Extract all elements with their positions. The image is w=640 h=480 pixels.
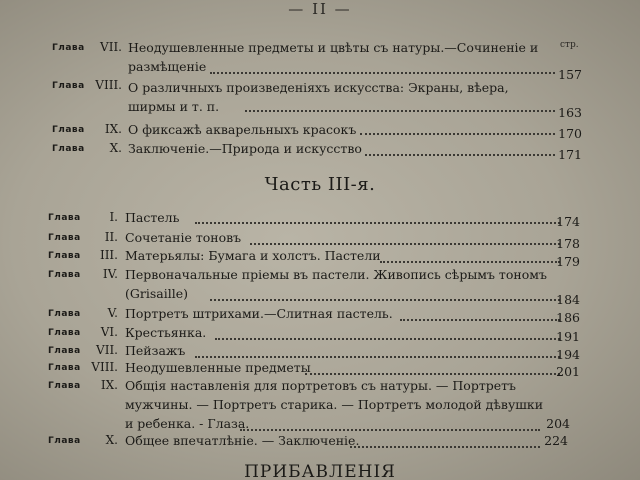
leader-dots bbox=[365, 153, 555, 156]
entry-number: IX. bbox=[100, 378, 118, 392]
entry-page: 174 bbox=[556, 214, 580, 229]
entry-title-line: и ребенка. - Глаза. bbox=[125, 416, 250, 431]
entry-title-line: Пейзажъ bbox=[125, 343, 186, 358]
entry-number: VII. bbox=[100, 40, 122, 54]
page-column-label: стр. bbox=[560, 40, 579, 50]
entry-page: 163 bbox=[558, 105, 582, 120]
leader-dots bbox=[360, 132, 555, 135]
leader-dots bbox=[250, 242, 560, 245]
entry-number: V. bbox=[107, 306, 118, 320]
leader-dots bbox=[350, 445, 540, 448]
entry-page: 170 bbox=[558, 126, 582, 141]
leader-dots bbox=[210, 298, 560, 301]
entry-title-line: Портретъ штрихами.—Слитная пастель. bbox=[125, 306, 393, 321]
entry-page: 194 bbox=[556, 347, 580, 362]
entry-number: X. bbox=[109, 141, 122, 155]
entry-title-line: (Grisaille) bbox=[125, 286, 188, 301]
entry-label: Глава bbox=[48, 270, 81, 280]
leader-dots bbox=[305, 372, 560, 375]
entry-title-line: О фиксажѣ акварельныхъ красокъ bbox=[128, 122, 357, 137]
entry-number: VIII. bbox=[91, 360, 118, 374]
entry-title-line: Заключеніе.—Природа и искусство bbox=[128, 141, 362, 156]
appendix-heading: ПРИБАВЛЕНІЯ bbox=[244, 462, 396, 480]
entry-number: VII. bbox=[96, 343, 118, 357]
entry-page: 178 bbox=[556, 236, 580, 251]
entry-label: Глава bbox=[48, 251, 81, 261]
entry-page: 186 bbox=[556, 310, 580, 325]
entry-title-line: Первоначальные пріемы въ пастели. Живопись сѣрымъ тономъ bbox=[125, 267, 547, 282]
entry-page: 157 bbox=[558, 67, 582, 82]
leader-dots bbox=[380, 260, 560, 263]
entry-page: 171 bbox=[558, 147, 582, 162]
leader-dots bbox=[400, 318, 560, 321]
entry-title-line: О различныхъ произведеніяхъ искусства: Экраны, вѣера, ширмы и т. п. bbox=[128, 80, 509, 114]
entry-title-line: Крестьянка. bbox=[125, 325, 207, 340]
entry-page: 184 bbox=[556, 292, 580, 307]
entry-page: 191 bbox=[556, 329, 580, 344]
leader-dots bbox=[210, 71, 555, 74]
entry-label: Глава bbox=[48, 328, 81, 338]
entry-title-line: Пастель bbox=[125, 210, 180, 225]
entry-title-line: размѣщеніе bbox=[128, 59, 207, 74]
entry-number: II. bbox=[104, 230, 118, 244]
entry-label: Глава bbox=[48, 213, 81, 223]
leader-dots bbox=[195, 221, 560, 224]
page-number-header: — II — bbox=[288, 0, 352, 18]
entry-label: Глава bbox=[48, 363, 81, 373]
entry-label: Глава bbox=[52, 125, 85, 135]
entry-title-line: мужчины. — Портретъ старика. — Портретъ молодой дѣвушки bbox=[125, 397, 544, 412]
entry-title-line: Неодушевленные предметы bbox=[125, 360, 311, 375]
entry-page: 224 bbox=[544, 433, 568, 448]
section-title: Часть III-я. bbox=[264, 174, 376, 195]
entry-number: I. bbox=[109, 210, 118, 224]
entry-page: 204 bbox=[546, 416, 570, 431]
entry-label: Глава bbox=[52, 144, 85, 154]
entry-title-line: Неодушевленные предметы и цвѣты съ натуры.—Сочиненіе и bbox=[128, 40, 539, 55]
entry-number: VI. bbox=[100, 325, 118, 339]
entry-number: IX. bbox=[104, 122, 122, 136]
entry-label: Глава bbox=[48, 346, 81, 356]
entry-page: 179 bbox=[556, 254, 580, 269]
entry-title-line: Сочетаніе тоновъ bbox=[125, 230, 242, 245]
entry-label: Глава bbox=[48, 309, 81, 319]
entry-title-line: Общее впечатлѣніе. — Заключеніе. bbox=[125, 433, 360, 448]
leader-dots bbox=[195, 355, 560, 358]
entry-title-line: Матерьялы: Бумага и холстъ. Пастели bbox=[125, 248, 381, 263]
entry-title-line: Общія наставленія для портретовъ съ натуры. — Портретъ bbox=[125, 378, 517, 393]
entry-page: 201 bbox=[556, 364, 580, 379]
leader-dots bbox=[240, 428, 540, 431]
entry-label: Глава bbox=[52, 81, 85, 91]
entry-label: Глава bbox=[48, 381, 81, 391]
entry-label: Глава bbox=[52, 43, 85, 53]
entry-label: Глава bbox=[48, 233, 81, 243]
entry-number: VIII. bbox=[95, 78, 122, 92]
entry-label: Глава bbox=[48, 436, 81, 446]
entry-number: IV. bbox=[102, 267, 118, 281]
leader-dots bbox=[245, 109, 555, 112]
entry-number: X. bbox=[105, 433, 118, 447]
leader-dots bbox=[215, 337, 560, 340]
entry-number: III. bbox=[99, 248, 118, 262]
